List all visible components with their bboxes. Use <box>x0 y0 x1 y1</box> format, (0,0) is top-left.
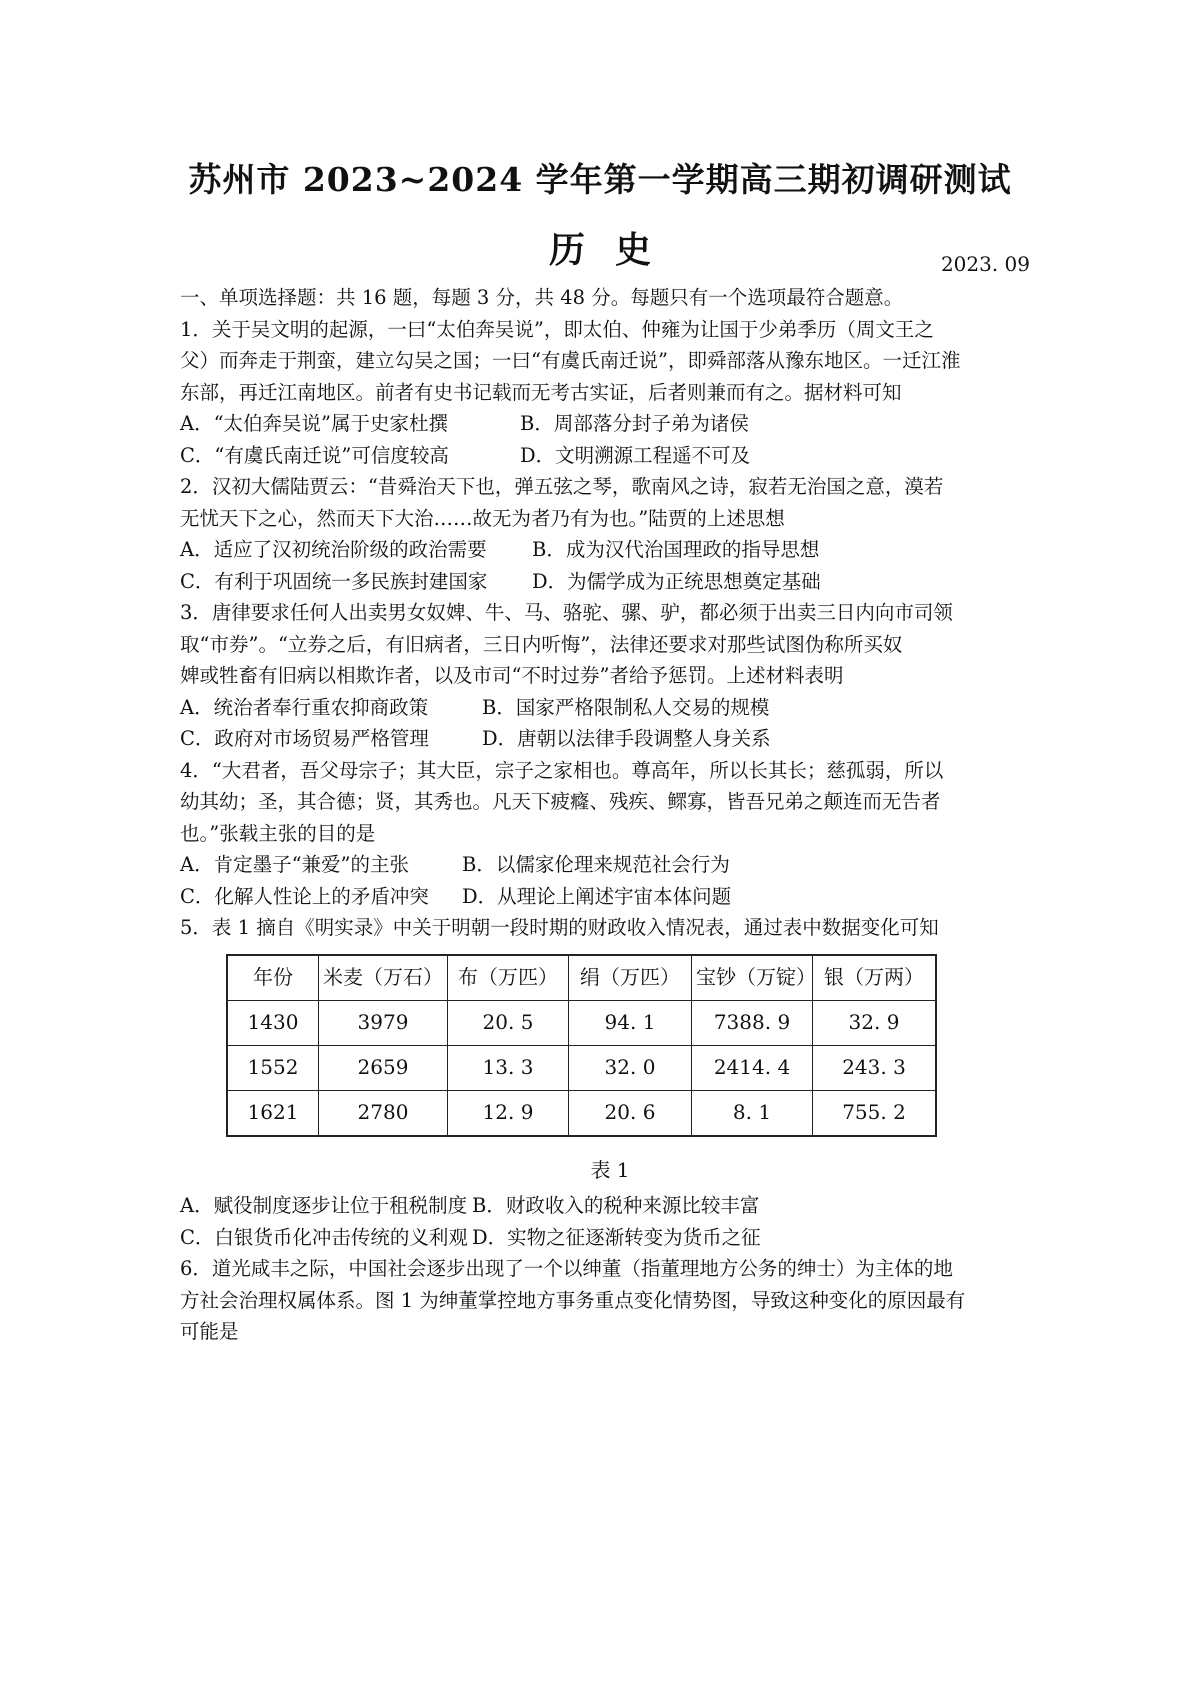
table-caption: 表 1 <box>590 1157 630 1182</box>
exam-date: 2023. 09 <box>940 252 1030 276</box>
option-c: C．政府对市场贸易严格管理 <box>180 727 429 750</box>
table-cell: 20. 5 <box>448 1000 569 1045</box>
options-row <box>180 1222 1040 1254</box>
table-cell: 2780 <box>319 1090 448 1136</box>
question-text-line: 5．表 1 摘自《明实录》中关于明朝一段时期的财政收入情况表，通过表中数据变化可知 <box>180 916 939 939</box>
table-cell: 8. 1 <box>692 1090 813 1136</box>
options-row <box>180 881 1040 913</box>
question-text-line: 1．关于吴文明的起源，一曰“太伯奔吴说”，即太伯、仲雍为让国于少弟季历（周文王之 <box>180 317 934 341</box>
question-text-line: 也。”张载主张的目的是 <box>180 821 376 845</box>
question-text-line: 幼其幼；圣，其合德；贤，其秀也。凡天下疲癃、残疾、鳏寡，皆吾兄弟之颠连而无告者 <box>180 790 941 813</box>
option-a: A．适应了汉初统治阶级的政治需要 <box>180 538 487 561</box>
option-d: D．为儒学成为正统思想奠定基础 <box>532 569 821 593</box>
option-b: B．国家严格限制私人交易的规模 <box>482 695 770 719</box>
question-text-line: 4．“大君者，吾父母宗子；其大臣，宗子之家相也。尊高年，所以长其长；慈孤弱，所以 <box>180 758 944 782</box>
table-row <box>227 1090 936 1136</box>
table-row <box>227 1000 936 1045</box>
table-cell: 1430 <box>227 1000 319 1045</box>
options-row <box>180 566 1040 598</box>
table-header-cell: 绢（万匹） <box>569 955 692 1001</box>
question-text-line: 方社会治理权属体系。图 1 为绅董掌控地方事务重点变化情势图，导致这种变化的原因最有 <box>180 1288 966 1312</box>
option-d: D．从理论上阐述宇宙本体问题 <box>462 884 732 908</box>
option-b: B．成为汉代治国理政的指导思想 <box>532 538 820 561</box>
exam-content <box>180 282 1040 1348</box>
question-3 <box>180 597 1040 755</box>
question-text-line: 3．唐律要求任何人出卖男女奴婢、牛、马、骆驼、骡、驴，都必须于出卖三日内向市司领 <box>180 601 953 624</box>
table-cell: 7388. 9 <box>692 1000 813 1045</box>
question-text-line: 无忧天下之心，然而天下大治……故无为者乃有为也。”陆贾的上述思想 <box>180 506 785 530</box>
section-heading: 一、单项选择题：共 16 题，每题 3 分，共 48 分。每题只有一个选项最符合题意。 <box>180 286 904 309</box>
table-header-cell: 米麦（万石） <box>319 955 448 1001</box>
option-b: B．周部落分封子弟为诸侯 <box>520 412 749 435</box>
options-row <box>180 1190 1040 1222</box>
question-text-line: 东部，再迁江南地区。前者有史书记载而无考古实证，后者则兼而有之。据材料可知 <box>180 380 902 404</box>
table-cell: 13. 3 <box>448 1045 569 1090</box>
options-row <box>180 692 1040 724</box>
question-5 <box>180 912 1040 1253</box>
table-cell: 243. 3 <box>813 1045 937 1090</box>
table-cell: 12. 9 <box>448 1090 569 1136</box>
question-1 <box>180 314 1040 472</box>
table-cell: 2659 <box>319 1045 448 1090</box>
options-row <box>180 849 1040 881</box>
subject-title: 历史 <box>548 229 681 271</box>
options-row <box>180 408 1040 440</box>
question-text-line: 2．汉初大儒陆贾云：“昔舜治天下也，弹五弦之琴，歌南风之诗，寂若无治国之意，漠若 <box>180 475 944 498</box>
question-4 <box>180 755 1040 913</box>
table-header-row <box>227 955 936 1001</box>
options-row <box>180 723 1040 755</box>
option-a: A．统治者奉行重农抑商政策 <box>180 695 429 719</box>
option-b: B．财政收入的税种来源比较丰富 <box>472 1194 760 1217</box>
option-c: C．白银货币化冲击传统的义利观 <box>180 1225 468 1249</box>
option-d: D．唐朝以法律手段调整人身关系 <box>482 727 771 750</box>
option-b: B．以儒家伦理来规范社会行为 <box>462 853 730 876</box>
table-cell: 94. 1 <box>569 1000 692 1045</box>
question-text-line: 父）而奔走于荆蛮，建立勾吴之国；一曰“有虞氏南迁说”，即舜部落从豫东地区。一迁江淮 <box>180 349 961 372</box>
option-d: D．文明溯源工程遥不可及 <box>520 443 751 467</box>
table-cell: 32. 0 <box>569 1045 692 1090</box>
table-cell: 1552 <box>227 1045 319 1090</box>
table-cell: 3979 <box>319 1000 448 1045</box>
exam-title: 苏州市 2023~2024 学年第一学期高三期初调研测试 <box>188 160 1012 199</box>
table-cell: 32. 9 <box>813 1000 937 1045</box>
table-cell: 755. 2 <box>813 1090 937 1136</box>
option-a: A．肯定墨子“兼爱”的主张 <box>180 853 410 876</box>
question-text-line: 可能是 <box>180 1320 239 1343</box>
option-c: C．有利于巩固统一多民族封建国家 <box>180 569 488 593</box>
question-6 <box>180 1253 1040 1348</box>
question-2 <box>180 471 1040 597</box>
option-c: C．化解人性论上的矛盾冲突 <box>180 884 429 908</box>
table-header-cell: 银（万两） <box>813 955 937 1001</box>
option-a: A．“太伯奔吴说”属于史家杜撰 <box>180 412 449 435</box>
table-cell: 20. 6 <box>569 1090 692 1136</box>
table-cell: 1621 <box>227 1090 319 1136</box>
table-cell: 2414. 4 <box>692 1045 813 1090</box>
options-row <box>180 440 1040 472</box>
fiscal-revenue-table <box>226 954 937 1137</box>
table-header-cell: 宝钞（万锭） <box>692 955 813 1001</box>
options-row <box>180 534 1040 566</box>
question-text-line: 取“市券”。“立券之后，有旧病者，三日内听悔”，法律还要求对那些试图伪称所买奴 <box>180 632 903 656</box>
question-text-line: 6．道光咸丰之际，中国社会逐步出现了一个以绅董（指董理地方公务的绅士）为主体的地 <box>180 1257 953 1280</box>
table-row <box>227 1045 936 1090</box>
question-text-line: 婢或牲畜有旧病以相欺诈者，以及市司“不时过券”者给予惩罚。上述材料表明 <box>180 664 844 687</box>
option-a: A．赋役制度逐步让位于租税制度 <box>180 1194 468 1217</box>
table-header-cell: 年份 <box>227 955 319 1001</box>
option-d: D．实物之征逐渐转变为货币之征 <box>472 1225 761 1249</box>
option-c: C．“有虞氏南迁说”可信度较高 <box>180 443 449 467</box>
table-header-cell: 布（万匹） <box>448 955 569 1001</box>
